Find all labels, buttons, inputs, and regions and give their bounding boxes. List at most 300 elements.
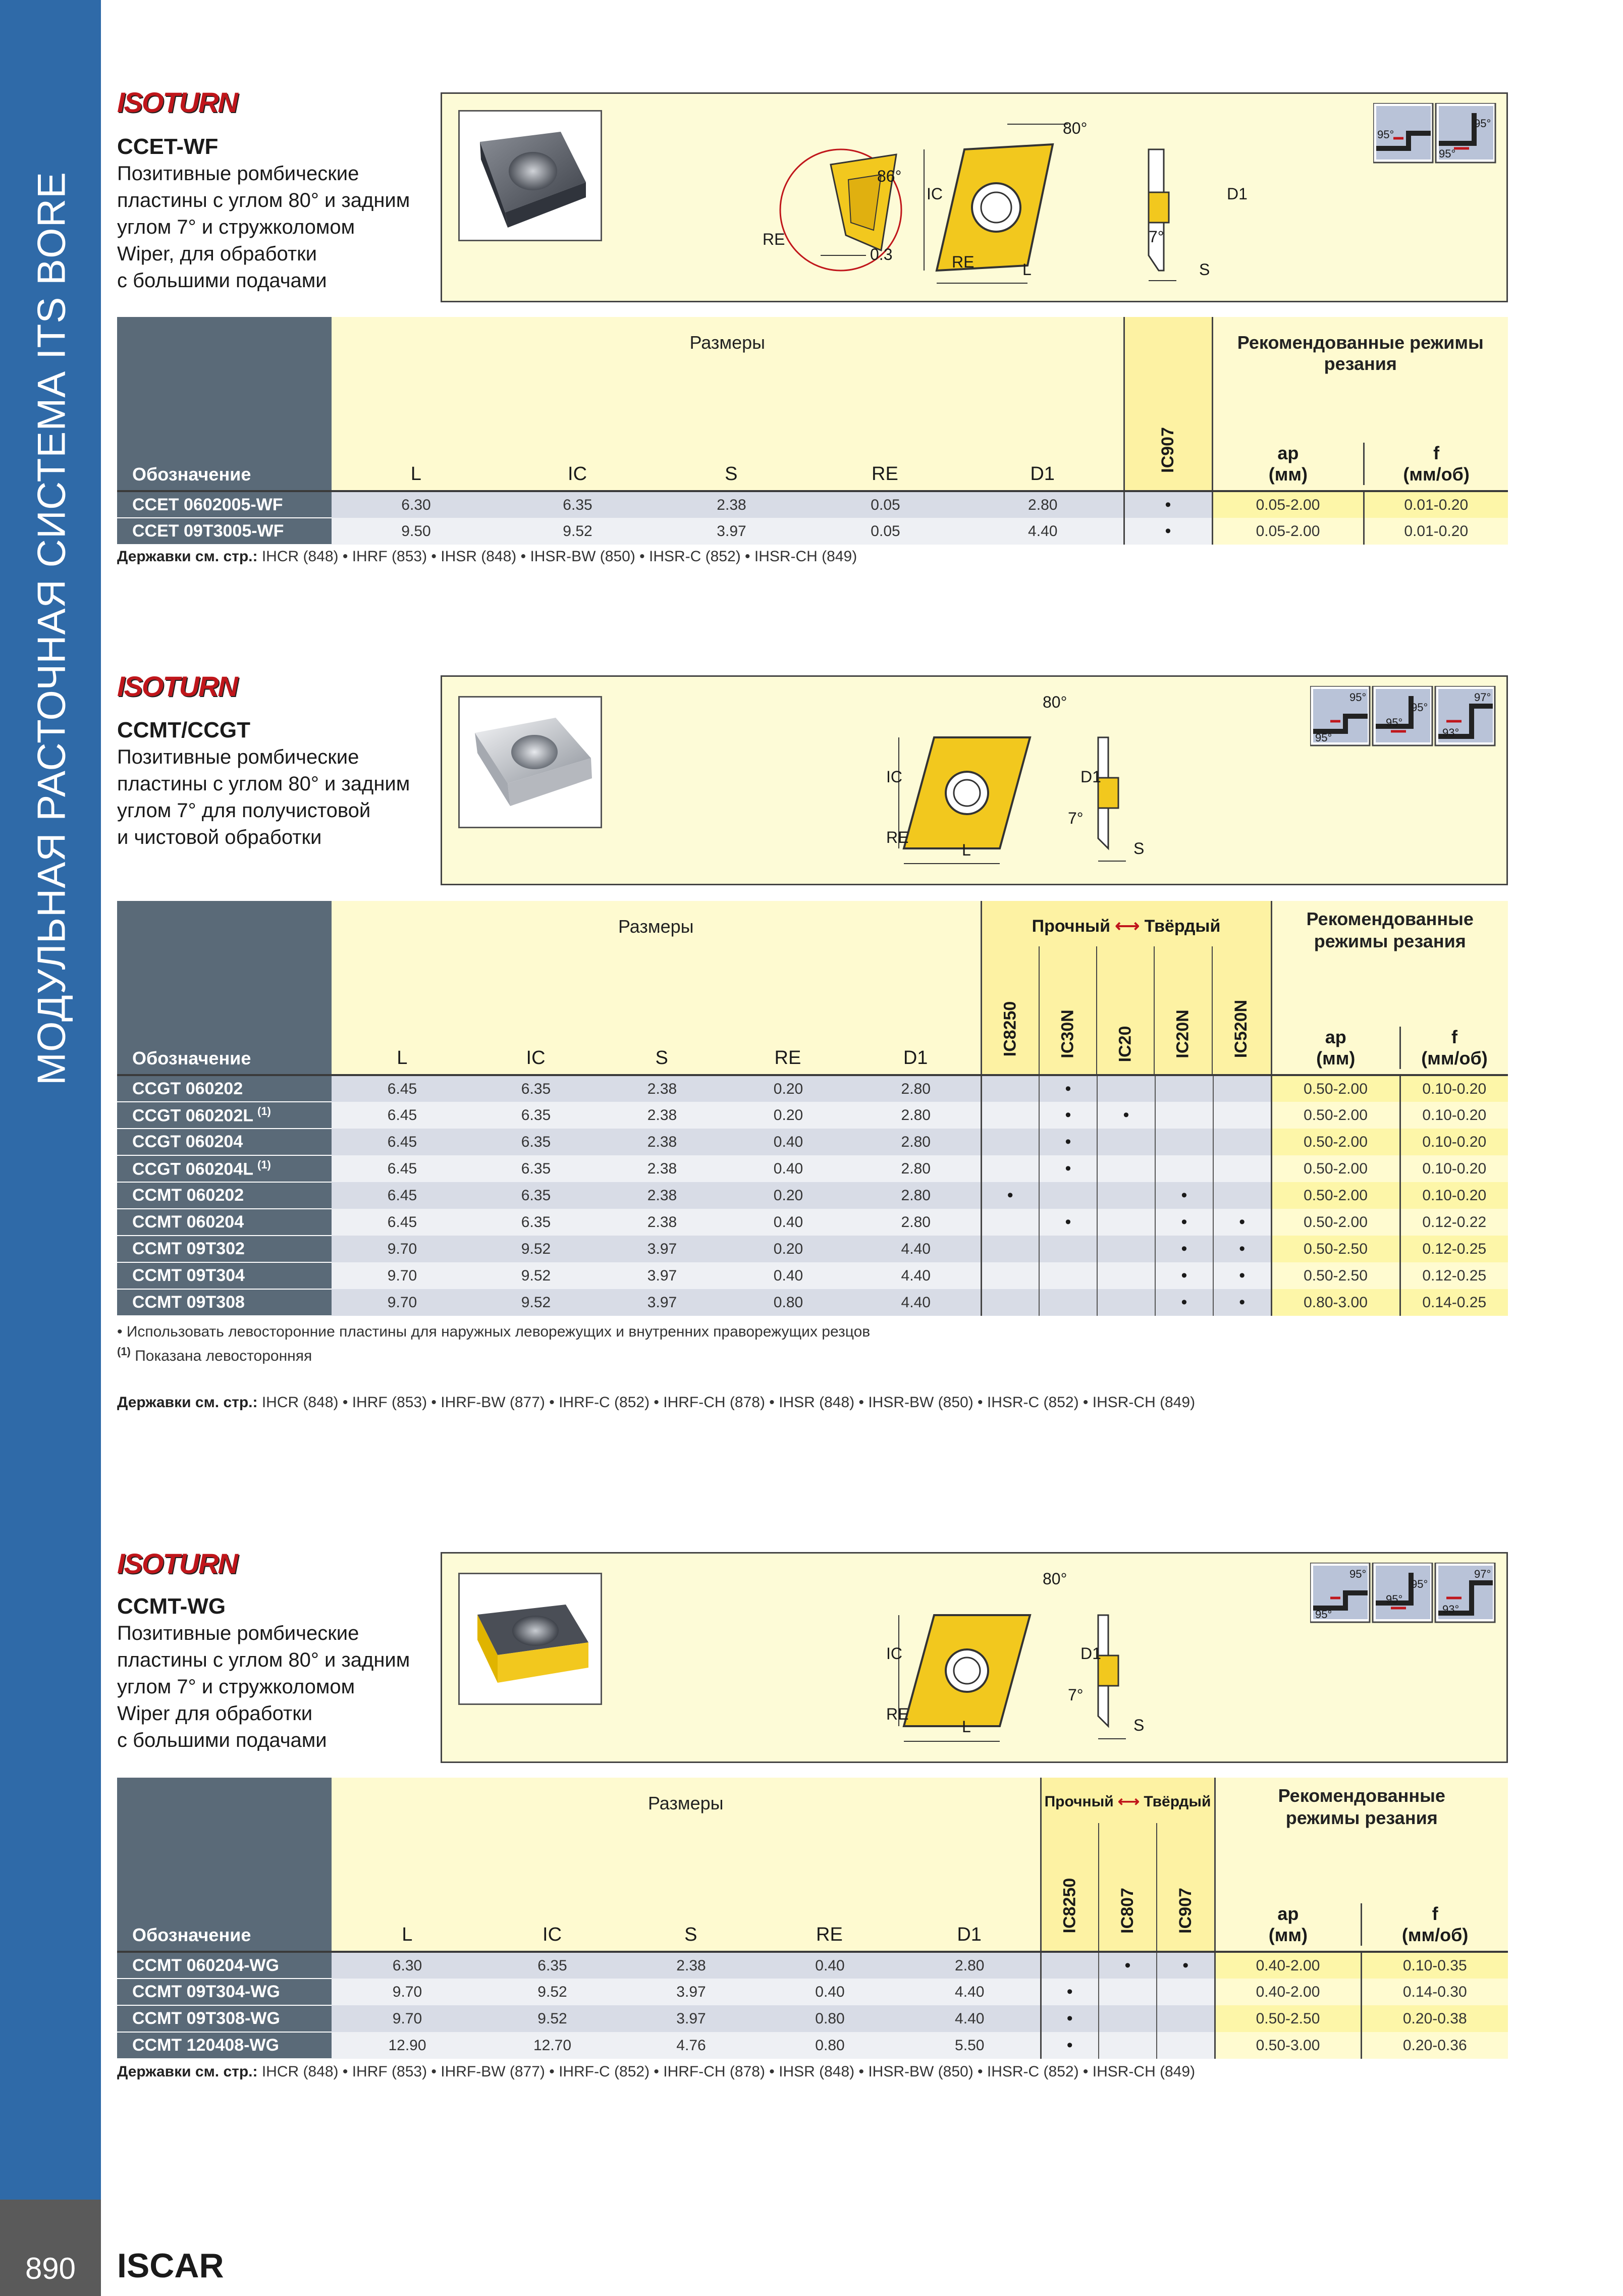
ap-symbol: ap [1277, 1903, 1299, 1924]
dimension-value: 6.35 [483, 1952, 622, 1979]
dimension-value: 2.38 [655, 491, 808, 518]
insert-photo-image [460, 1574, 601, 1703]
grade-header-ic20 [1097, 946, 1155, 1074]
dimension-value: 4.40 [962, 518, 1124, 545]
grade-availability [1213, 1102, 1271, 1129]
designation-text: CCMT 060204-WG [132, 1955, 279, 1975]
ap-value: 0.50-2.00 [1271, 1182, 1400, 1209]
grade-range-tough: Прочный [1032, 917, 1110, 936]
grade-availability: • [1041, 2005, 1099, 2032]
recommended-line: режимы резания [1285, 1807, 1438, 1828]
angle-icon-label: 95° [1386, 1593, 1403, 1606]
dim-header-ic: IC [543, 1924, 562, 1945]
holders-note [117, 1394, 1195, 1411]
re-label: RE [763, 230, 785, 248]
grade-header-ic907 [1157, 1823, 1214, 1951]
illustration-panel [441, 1552, 1508, 1763]
dimension-value: 2.80 [962, 491, 1124, 518]
recommended-header [1212, 317, 1508, 491]
ap-value: 0.50-2.50 [1215, 2005, 1361, 2032]
f-symbol: f [1433, 443, 1440, 463]
angle-7-label: 7° [1149, 228, 1164, 246]
dimension-value: 4.40 [851, 1262, 981, 1289]
designation-header: Обозначение [117, 317, 332, 491]
dimension-value: 9.70 [332, 2005, 483, 2032]
grade-range [1042, 1778, 1214, 1810]
ap-symbol: ap [1277, 443, 1299, 463]
desc-line: пластины с углом 80° и задним [117, 1649, 410, 1671]
dimension-value: 2.80 [851, 1182, 981, 1209]
table-row [117, 1182, 1508, 1209]
recommended-line: Рекомендованные [1306, 909, 1474, 929]
f-unit: (мм/об) [1403, 464, 1470, 485]
dimension-value: 0.40 [725, 1155, 851, 1182]
grade-header-ic30n [1040, 946, 1097, 1074]
grade-availability [1097, 1129, 1155, 1155]
grade-range [982, 901, 1271, 936]
ap-unit: (мм) [1316, 1048, 1356, 1069]
application-icons [1310, 1563, 1502, 1626]
dim-header-ic: IC [568, 463, 587, 485]
grade-header-ic907 [1124, 317, 1212, 491]
grade-availability: • [1039, 1155, 1097, 1182]
dim-header-l: L [402, 1924, 413, 1945]
dimension-value: 9.52 [473, 1289, 599, 1316]
dimension-value: 2.80 [851, 1209, 981, 1236]
grade-availability [981, 1262, 1039, 1289]
f-value: 0.12-0.25 [1400, 1236, 1508, 1262]
product-description [117, 744, 410, 851]
grade-availability [1039, 1262, 1097, 1289]
designation-text: CCET 0602005-WF [132, 495, 283, 514]
angle-icon-label: 95° [1439, 147, 1456, 160]
grade-availability: • [1099, 1952, 1157, 1979]
table-row [117, 1102, 1508, 1129]
desc-line: углом 7° для получистовой [117, 799, 371, 822]
grade-availability: • [1041, 2032, 1099, 2059]
ap-unit: (мм) [1268, 464, 1308, 485]
dimension-value: 9.70 [332, 1289, 473, 1316]
grade-range-hard: Твёрдый [1144, 917, 1221, 936]
grade-availability: • [1155, 1289, 1213, 1316]
table-row [117, 491, 1508, 518]
f-value: 0.01-0.20 [1364, 518, 1508, 545]
grades-header [1041, 1778, 1215, 1952]
grade-availability: • [1155, 1209, 1213, 1236]
grade-availability [1097, 1209, 1155, 1236]
usage-note: • Использовать левосторонние пластины для наружных леворежущих и внутренних праворежущих резцов [117, 1323, 871, 1340]
dimension-value: 9.70 [332, 1979, 483, 2005]
desc-line: с большими подачами [117, 270, 327, 292]
recommended-header [1215, 1778, 1508, 1952]
grade-label: IC907 [1158, 427, 1177, 473]
angle-icon-label: 95° [1349, 691, 1367, 704]
desc-line: Wiper, для обработки [117, 243, 317, 265]
dimension-value: 2.38 [599, 1182, 725, 1209]
ap-value: 0.40-2.00 [1215, 1979, 1361, 2005]
l-label: L [962, 841, 971, 859]
grade-availability [1157, 2032, 1215, 2059]
dim-header-d1: D1 [1030, 463, 1055, 485]
dimension-value: 6.45 [332, 1129, 473, 1155]
grade-availability [1213, 1129, 1271, 1155]
table-row [117, 1075, 1508, 1102]
dimension-value: 2.38 [599, 1075, 725, 1102]
s-label: S [1133, 1716, 1145, 1734]
desc-line: Wiper для обработки [117, 1702, 313, 1725]
insert-geometry-diagram [896, 1595, 1199, 1756]
ap-unit: (мм) [1268, 1925, 1308, 1945]
ap-value: 0.50-2.50 [1271, 1236, 1400, 1262]
designation-header: Обозначение [117, 1778, 332, 1952]
dimension-value: 6.35 [501, 491, 655, 518]
spec-table-ccet-wf [117, 317, 1508, 545]
f-value: 0.12-0.22 [1400, 1209, 1508, 1236]
grade-availability: • [1041, 1979, 1099, 2005]
dimension-value: 2.38 [599, 1209, 725, 1236]
re-label: RE [886, 828, 909, 846]
grade-availability: • [1039, 1129, 1097, 1155]
dimension-value: 12.70 [483, 2032, 622, 2059]
dimension-value: 0.05 [808, 518, 962, 545]
grade-availability [981, 1129, 1039, 1155]
grade-availability [1155, 1102, 1213, 1129]
dimension-value: 6.35 [473, 1155, 599, 1182]
f-value: 0.14-0.30 [1361, 1979, 1508, 2005]
table-row [117, 1262, 1508, 1289]
designation-cell [117, 491, 332, 518]
isoturn-logo: ISOTURN [117, 1547, 237, 1579]
grade-availability: • [1124, 491, 1212, 518]
re-label: RE [886, 1705, 909, 1723]
grade-availability [1097, 1289, 1155, 1316]
grade-availability: • [1039, 1075, 1097, 1102]
angle-7-label: 7° [1068, 809, 1084, 827]
f-symbol: f [1451, 1027, 1458, 1047]
grade-availability [1213, 1182, 1271, 1209]
grade-availability: • [1155, 1236, 1213, 1262]
holders-label: Державки см. стр.: [117, 1394, 258, 1411]
grade-range-hard: Твёрдый [1144, 1793, 1211, 1810]
f-header [1365, 443, 1508, 485]
sidebar-title: МОДУЛЬНАЯ РАСТОЧНАЯ СИСТЕМА ITS BORE [29, 171, 74, 1086]
grade-label: IC20 [1115, 1026, 1135, 1062]
dimension-value: 9.52 [483, 1979, 622, 2005]
angle-80-label: 80° [1043, 1570, 1067, 1588]
dimension-value: 0.05 [808, 491, 962, 518]
designation-text: CCMT 120408-WG [132, 2036, 279, 2055]
dimension-value: 4.76 [622, 2032, 761, 2059]
ap-value: 0.80-3.00 [1271, 1289, 1400, 1316]
dimension-value: 4.40 [899, 2005, 1041, 2032]
dimension-value: 4.40 [899, 1979, 1041, 2005]
dimension-value: 4.40 [851, 1236, 981, 1262]
dimension-value: 6.35 [473, 1129, 599, 1155]
f-value: 0.01-0.20 [1364, 491, 1508, 518]
dimension-value: 2.80 [851, 1075, 981, 1102]
dimension-value: 6.35 [473, 1182, 599, 1209]
grade-availability [1155, 1129, 1213, 1155]
angle-icon-label: 97° [1474, 1568, 1491, 1580]
dimension-value: 2.38 [622, 1952, 761, 1979]
dimension-value: 0.40 [725, 1262, 851, 1289]
dimension-value: 2.80 [851, 1102, 981, 1129]
dim-header-re: RE [816, 1924, 843, 1945]
dimension-value: 3.97 [599, 1262, 725, 1289]
dimension-value: 0.80 [761, 2032, 899, 2059]
grade-header-ic807 [1099, 1823, 1157, 1951]
desc-line: углом 7° и стружколомом [117, 1676, 355, 1698]
grades-header [981, 901, 1271, 1075]
grade-availability [1039, 1289, 1097, 1316]
recommended-line: режимы резания [1314, 931, 1466, 951]
grade-availability [981, 1075, 1039, 1102]
designation-text: CCMT 060202 [132, 1186, 244, 1205]
dim-header-l: L [410, 463, 421, 485]
table-row [117, 1979, 1508, 2005]
f-value: 0.10-0.20 [1400, 1129, 1508, 1155]
dim-header-d1: D1 [957, 1924, 982, 1945]
double-arrow-icon: ⟷ [1115, 917, 1140, 936]
dimension-value: 4.40 [851, 1289, 981, 1316]
isoturn-logo: ISOTURN [117, 670, 237, 702]
l-label: L [962, 1718, 971, 1736]
d1-label: D1 [1080, 768, 1101, 786]
insert-photo [458, 110, 602, 241]
dimension-value: 6.45 [332, 1075, 473, 1102]
ap-header [1216, 1903, 1363, 1946]
designation-cell [117, 2005, 332, 2032]
product-description [117, 1620, 410, 1754]
dimension-value: 6.45 [332, 1182, 473, 1209]
boring-application-icon [1310, 686, 1502, 746]
dimension-value: 6.45 [332, 1209, 473, 1236]
ap-value: 0.50-2.00 [1271, 1102, 1400, 1129]
s-label: S [1199, 260, 1210, 279]
grade-availability: • [1213, 1209, 1271, 1236]
dimension-value: 6.45 [332, 1155, 473, 1182]
dimension-value: 0.80 [761, 2005, 899, 2032]
ap-value: 0.50-2.00 [1271, 1155, 1400, 1182]
angle-80-label: 80° [1063, 119, 1088, 137]
dimension-value: 0.40 [725, 1209, 851, 1236]
ic-label: IC [886, 768, 902, 786]
dim-header-s: S [684, 1924, 697, 1945]
dimension-value: 2.38 [599, 1155, 725, 1182]
angle-icon-label: 95° [1386, 716, 1403, 729]
grade-availability: • [1097, 1102, 1155, 1129]
application-icons [1373, 103, 1499, 166]
holders-label: Державки см. стр.: [117, 2063, 258, 2080]
f-value: 0.20-0.38 [1361, 2005, 1508, 2032]
grade-label: IC8250 [1000, 1001, 1020, 1057]
desc-line: Позитивные ромбические [117, 746, 359, 768]
angle-icon-label: 95° [1349, 1568, 1367, 1580]
footnote-text: Показана левосторонняя [135, 1348, 312, 1364]
dim-header-d1: D1 [903, 1047, 928, 1069]
dimension-value: 9.52 [473, 1262, 599, 1289]
grade-availability: • [1155, 1262, 1213, 1289]
d1-label: D1 [1080, 1644, 1101, 1663]
angle-icon-label: 93° [1442, 1603, 1459, 1616]
dimension-value: 6.35 [473, 1075, 599, 1102]
dimension-value: 9.52 [483, 2005, 622, 2032]
angle-icon-label: 95° [1315, 731, 1332, 744]
holders-label: Державки см. стр.: [117, 548, 258, 565]
designation-text: CCMT 09T308 [132, 1293, 245, 1312]
grade-availability [981, 1289, 1039, 1316]
dimensions-header [332, 901, 981, 1075]
grade-availability: • [1213, 1262, 1271, 1289]
table-row [117, 1209, 1508, 1236]
designation-cell [117, 1952, 332, 1979]
dimension-value: 3.97 [655, 518, 808, 545]
grade-label: IC807 [1118, 1888, 1138, 1934]
dimension-value: 6.30 [332, 491, 501, 518]
dimensions-group-label: Размеры [647, 1793, 724, 1813]
f-value: 0.10-0.20 [1400, 1075, 1508, 1102]
insert-photo [458, 1573, 602, 1705]
designation-cell [117, 1236, 332, 1262]
angle-icon-label: 95° [1474, 117, 1491, 130]
double-arrow-icon: ⟷ [1118, 1793, 1140, 1810]
designation-cell [117, 1129, 332, 1155]
recommended-group-label [1272, 901, 1508, 952]
desc-line: пластины с углом 80° и задним [117, 189, 410, 211]
dimension-value: 0.40 [761, 1979, 899, 2005]
grade-header-ic8250 [1042, 1823, 1100, 1951]
grade-label: IC30N [1058, 1009, 1077, 1058]
grade-availability [1097, 1075, 1155, 1102]
designation-cell [117, 2032, 332, 2059]
dimension-value: 0.40 [761, 1952, 899, 1979]
recommended-line: Рекомендованные [1278, 1785, 1445, 1806]
angle-icon-label: 93° [1442, 726, 1459, 739]
grade-header-ic520n [1213, 946, 1271, 1074]
dimension-value: 2.80 [851, 1129, 981, 1155]
grade-availability [1097, 1236, 1155, 1262]
grade-availability [1155, 1075, 1213, 1102]
f-value: 0.14-0.25 [1400, 1289, 1508, 1316]
recommended-header [1271, 901, 1508, 1075]
desc-line: углом 7° и стружколомом [117, 216, 355, 238]
ap-symbol: ap [1325, 1027, 1346, 1047]
dimension-value: 0.40 [725, 1129, 851, 1155]
designation-text: CCMT 09T304-WG [132, 1982, 280, 2001]
grade-header-ic20n [1155, 946, 1212, 1074]
dim-header-re: RE [774, 1047, 801, 1069]
f-unit: (мм/об) [1401, 1925, 1469, 1945]
dimension-value: 3.97 [599, 1289, 725, 1316]
recommended-group-label: Рекомендованные режимы резания [1237, 332, 1484, 374]
desc-line: Позитивные ромбические [117, 1622, 359, 1644]
designation-cell [117, 1979, 332, 2005]
l-label: L [1022, 260, 1032, 279]
grade-availability [1157, 1979, 1215, 2005]
grade-availability: • [1213, 1236, 1271, 1262]
holders-list: IHCR (848) • IHRF (853) • IHRF-BW (877) • IHRF-C (852) • IHRF-CH (878) • IHSR (848) • IHSR-BW (850) • IHSR-C (852) • IHSR-CH (849) [261, 1394, 1196, 1411]
designation-cell [117, 518, 332, 545]
spec-table-ccmt-wg [117, 1778, 1508, 2059]
dimensions-header [332, 1778, 1041, 1952]
angle-icon-label: 95° [1411, 1578, 1428, 1590]
designation-cell [117, 1155, 332, 1182]
dimension-value: 9.50 [332, 518, 501, 545]
footer-brand: ISCAR [117, 2247, 224, 2285]
dim-header-s: S [725, 463, 738, 485]
insert-photo [458, 696, 602, 828]
ap-value: 0.50-2.00 [1271, 1209, 1400, 1236]
dimension-value: 9.70 [332, 1236, 473, 1262]
dim-header-s: S [655, 1047, 668, 1069]
angle-7-label: 7° [1068, 1686, 1084, 1704]
recommended-group-label [1216, 1778, 1508, 1829]
ic-label: IC [927, 185, 943, 203]
insert-photo-image [460, 698, 601, 827]
grade-label: IC520N [1231, 999, 1251, 1058]
f-header [1362, 1903, 1508, 1946]
designation-text: CCGT 060202 [132, 1079, 243, 1098]
designation-text: CCMT 09T304 [132, 1266, 245, 1285]
ap-value: 0.05-2.00 [1212, 491, 1364, 518]
angle-icon-label: 95° [1411, 701, 1428, 714]
s-label: S [1133, 839, 1145, 858]
f-symbol: f [1432, 1903, 1438, 1924]
grade-label: IC907 [1175, 1888, 1195, 1934]
isoturn-logo: ISOTURN [117, 86, 237, 118]
grade-availability: • [1155, 1182, 1213, 1209]
angle-86-label: 86° [877, 167, 902, 185]
ap-value: 0.50-2.00 [1271, 1129, 1400, 1155]
grade-availability [1213, 1075, 1271, 1102]
angle-icon-label: 97° [1474, 691, 1491, 704]
illustration-panel [441, 675, 1508, 885]
footnote-marker: (1) [257, 1104, 271, 1117]
grade-range-tough: Прочный [1044, 1793, 1114, 1810]
f-value: 0.10-0.20 [1400, 1102, 1508, 1129]
dimension-value: 3.97 [622, 1979, 761, 2005]
d1-label: D1 [1227, 185, 1248, 203]
holders-note [117, 548, 857, 565]
dimension-value: 2.38 [599, 1102, 725, 1129]
dim-header-l: L [397, 1047, 408, 1069]
dimensions-group-label: Размеры [618, 916, 694, 937]
grade-availability [1157, 2005, 1215, 2032]
dimension-value: 6.35 [473, 1209, 599, 1236]
designation-text: CCMT 09T302 [132, 1239, 245, 1258]
dimension-value: 0.20 [725, 1075, 851, 1102]
dimension-value: 0.80 [725, 1289, 851, 1316]
ap-value: 0.50-2.50 [1271, 1262, 1400, 1289]
designation-text: CCGT 060204 [132, 1132, 243, 1151]
footnote [117, 1345, 312, 1365]
designation-text: CCMT 09T308-WG [132, 2009, 280, 2028]
desc-line: пластины с углом 80° и задним [117, 773, 410, 795]
designation-text: CCGT 060202L [132, 1106, 253, 1126]
ap-value: 0.50-2.00 [1271, 1075, 1400, 1102]
table-row [117, 1155, 1508, 1182]
designation-cell [117, 1075, 332, 1102]
dim-0.3-label: 0.3 [870, 245, 893, 263]
grade-availability [981, 1209, 1039, 1236]
grade-availability [1039, 1182, 1097, 1209]
table-row [117, 1952, 1508, 1979]
grade-availability [1097, 1182, 1155, 1209]
f-value: 0.20-0.36 [1361, 2032, 1508, 2059]
dimension-value: 12.90 [332, 2032, 483, 2059]
grade-availability [1041, 1952, 1099, 1979]
f-value: 0.10-0.20 [1400, 1155, 1508, 1182]
